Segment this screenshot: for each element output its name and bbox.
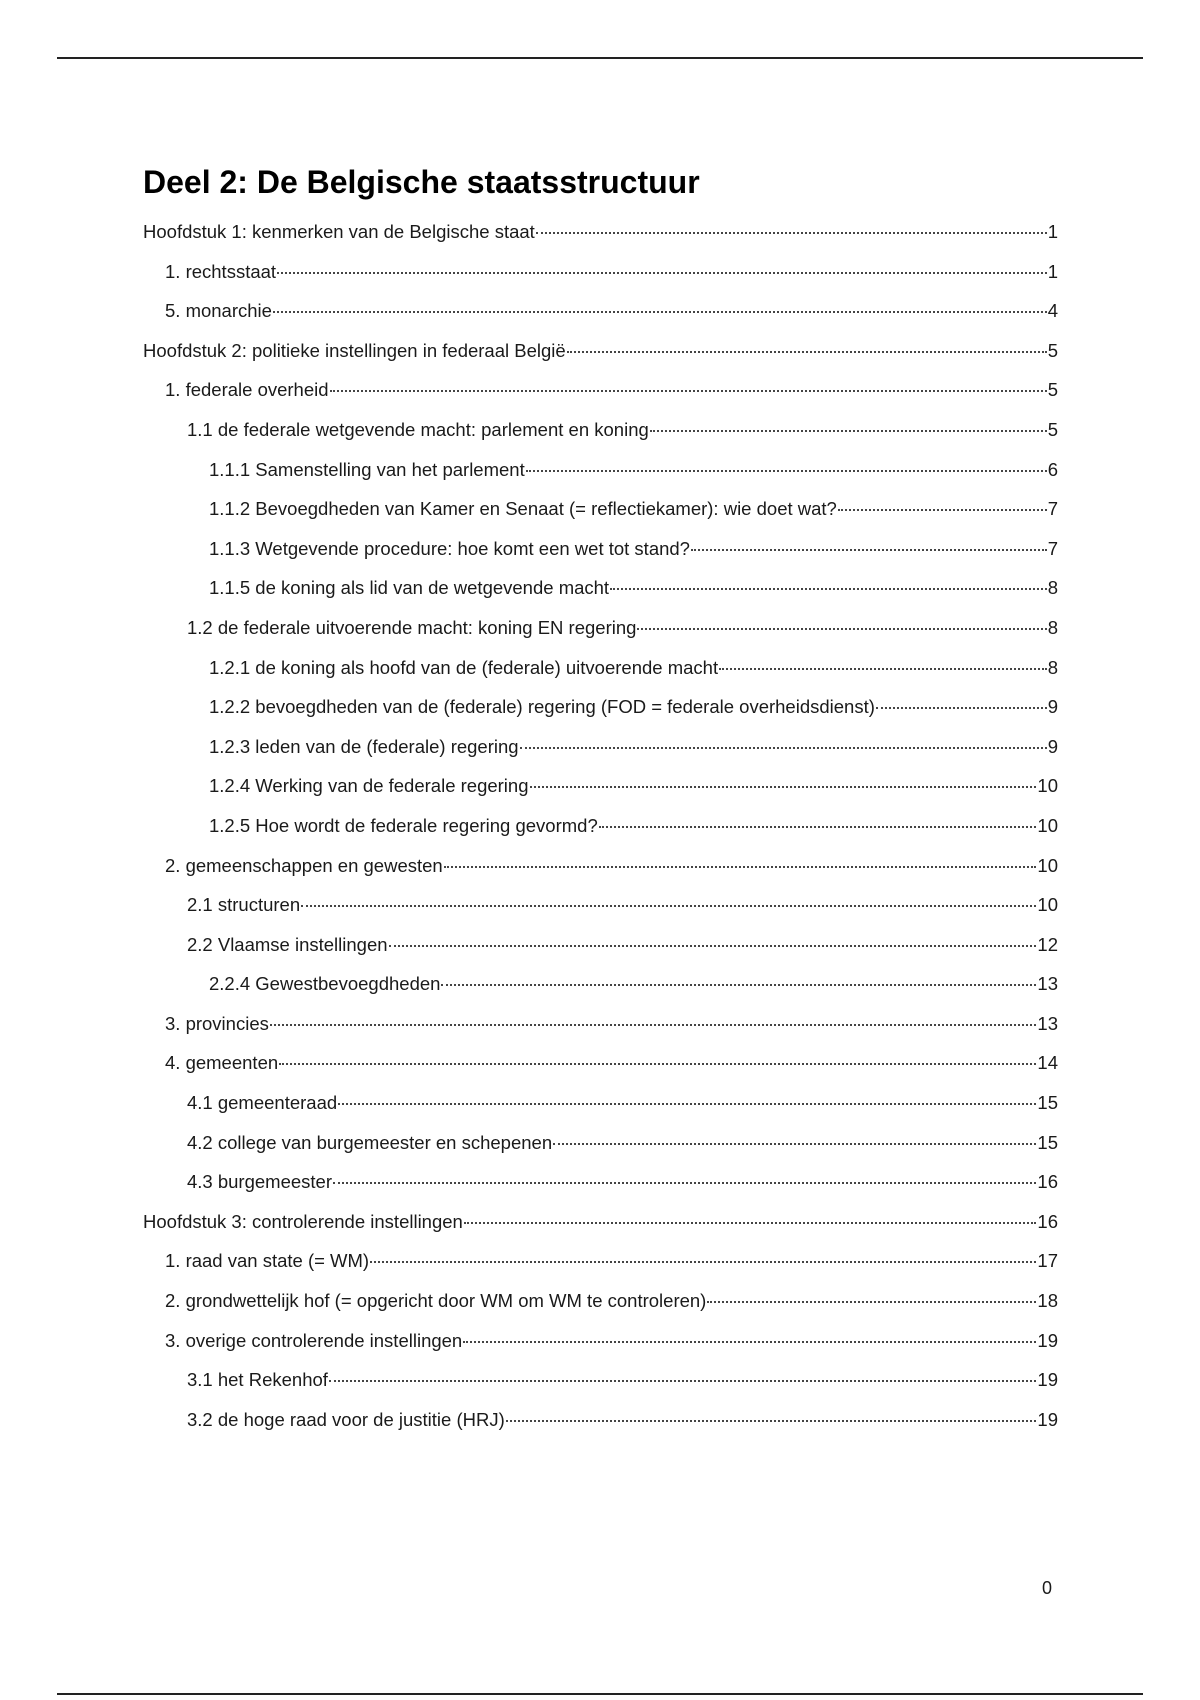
toc-dot-leader xyxy=(599,804,1037,828)
toc-entry[interactable] xyxy=(143,848,1058,888)
toc-entry-page: 17 xyxy=(1037,1250,1058,1272)
toc-entry-page: 1 xyxy=(1047,221,1058,242)
toc-entry-title: Hoofdstuk 2: politieke instellingen in federaal België xyxy=(143,339,566,361)
toc-dot-leader xyxy=(273,289,1047,313)
toc-entry-page: 19 xyxy=(1037,1369,1058,1391)
toc-entry-page: 10 xyxy=(1037,814,1058,836)
toc-entry-title: 1. raad van state (= WM) xyxy=(165,1250,370,1272)
toc-entry[interactable] xyxy=(143,1085,1058,1125)
toc-entry[interactable] xyxy=(143,768,1058,808)
toc-entry[interactable] xyxy=(143,1323,1058,1363)
toc-dot-leader xyxy=(536,210,1047,234)
toc-entry-page: 14 xyxy=(1037,1052,1058,1074)
toc-entry-page: 10 xyxy=(1037,854,1058,876)
toc-entry[interactable] xyxy=(143,966,1058,1006)
toc-dot-leader xyxy=(338,1081,1036,1105)
toc-entry-page: 5 xyxy=(1047,418,1058,440)
toc-entry-page: 7 xyxy=(1047,498,1058,520)
toc-entry[interactable] xyxy=(143,610,1058,650)
toc-entry[interactable] xyxy=(143,531,1058,571)
toc-dot-leader xyxy=(463,1319,1036,1343)
toc-entry-page: 5 xyxy=(1047,339,1058,361)
toc-entry-title: 1.2 de federale uitvoerende macht: koning EN regering xyxy=(187,616,637,638)
toc-entry[interactable] xyxy=(143,1006,1058,1046)
toc-entry-page: 10 xyxy=(1037,894,1058,916)
table-of-contents xyxy=(143,214,1058,1441)
toc-entry-page: 8 xyxy=(1047,616,1058,638)
toc-dot-leader xyxy=(389,923,1037,947)
toc-entry-title: 1.1.5 de koning als lid van de wetgevende macht xyxy=(209,577,610,599)
toc-entry[interactable] xyxy=(143,333,1058,373)
toc-entry-title: 4.1 gemeenteraad xyxy=(187,1092,338,1114)
footer-rule xyxy=(57,1693,1143,1695)
toc-entry-title: 3. overige controlerende instellingen xyxy=(165,1329,463,1351)
toc-entry[interactable] xyxy=(143,887,1058,927)
toc-entry-title: 4. gemeenten xyxy=(165,1052,279,1074)
toc-entry-title: 2.1 structuren xyxy=(187,894,301,916)
toc-entry-page: 19 xyxy=(1037,1329,1058,1351)
toc-entry-title: 3. provincies xyxy=(165,1012,269,1034)
toc-entry[interactable] xyxy=(143,570,1058,610)
toc-entry-title: 4.2 college van burgemeester en schepenen xyxy=(187,1131,553,1153)
toc-dot-leader xyxy=(530,764,1037,788)
toc-entry[interactable] xyxy=(143,808,1058,848)
toc-dot-leader xyxy=(553,1121,1036,1145)
toc-entry[interactable] xyxy=(143,1045,1058,1085)
toc-entry[interactable] xyxy=(143,1362,1058,1402)
toc-entry[interactable] xyxy=(143,1204,1058,1244)
toc-entry-page: 6 xyxy=(1047,458,1058,480)
toc-dot-leader xyxy=(610,566,1047,590)
toc-dot-leader xyxy=(567,329,1047,353)
toc-entry[interactable] xyxy=(143,491,1058,531)
toc-dot-leader xyxy=(277,250,1047,274)
toc-entry[interactable] xyxy=(143,689,1058,729)
toc-entry[interactable] xyxy=(143,1125,1058,1165)
toc-entry-title: 1.1 de federale wetgevende macht: parlement en koning xyxy=(187,418,649,440)
toc-dot-leader xyxy=(526,448,1047,472)
toc-dot-leader xyxy=(637,606,1046,630)
toc-entry-title: 1.1.3 Wetgevende procedure: hoe komt een wet tot stand? xyxy=(209,537,690,559)
toc-entry-title: Hoofdstuk 3: controlerende instellingen xyxy=(143,1210,463,1232)
toc-entry-page: 15 xyxy=(1037,1131,1058,1153)
toc-dot-leader xyxy=(876,685,1047,709)
toc-entry-page: 13 xyxy=(1037,1012,1058,1034)
toc-entry[interactable] xyxy=(143,214,1058,254)
toc-entry-page: 10 xyxy=(1037,775,1058,797)
toc-entry-title: 1.2.1 de koning als hoofd van de (federale) uitvoerende macht xyxy=(209,656,719,678)
toc-dot-leader xyxy=(506,1398,1037,1422)
toc-entry-page: 16 xyxy=(1037,1171,1058,1193)
toc-entry-title: 1.2.4 Werking van de federale regering xyxy=(209,775,529,797)
toc-entry[interactable] xyxy=(143,372,1058,412)
toc-entry-page: 15 xyxy=(1037,1092,1058,1114)
toc-entry-title: 5. monarchie xyxy=(165,300,272,322)
toc-dot-leader xyxy=(650,408,1047,432)
toc-entry-page: 9 xyxy=(1047,735,1058,757)
toc-entry-page: 7 xyxy=(1047,537,1058,559)
toc-entry[interactable] xyxy=(143,254,1058,294)
toc-entry-title: Hoofdstuk 1: kenmerken van de Belgische staat xyxy=(143,221,535,242)
toc-entry[interactable] xyxy=(143,1164,1058,1204)
toc-dot-leader xyxy=(330,368,1047,392)
toc-entry-page: 18 xyxy=(1037,1290,1058,1312)
page-number: 0 xyxy=(1042,1578,1053,1598)
toc-entry-title: 3.1 het Rekenhof xyxy=(187,1369,328,1391)
toc-entry-title: 2. gemeenschappen en gewesten xyxy=(165,854,443,876)
toc-entry-title: 1.2.2 bevoegdheden van de (federale) regering (FOD = federale overheidsdienst) xyxy=(209,696,875,718)
toc-dot-leader xyxy=(301,883,1036,907)
toc-dot-leader xyxy=(464,1200,1037,1224)
toc-entry-page: 16 xyxy=(1037,1210,1058,1232)
toc-entry[interactable] xyxy=(143,650,1058,690)
toc-dot-leader xyxy=(719,646,1047,670)
toc-dot-leader xyxy=(838,487,1047,511)
toc-entry-page: 8 xyxy=(1047,577,1058,599)
toc-dot-leader xyxy=(691,527,1047,551)
toc-entry-page: 9 xyxy=(1047,696,1058,718)
toc-entry-title: 1. rechtsstaat xyxy=(165,260,277,282)
toc-dot-leader xyxy=(707,1279,1036,1303)
toc-entry-page: 13 xyxy=(1037,973,1058,995)
toc-entry-page: 4 xyxy=(1047,300,1058,322)
toc-entry-title: 1. federale overheid xyxy=(165,379,329,401)
toc-entry[interactable] xyxy=(143,927,1058,967)
toc-entry[interactable] xyxy=(143,1243,1058,1283)
toc-entry-page: 19 xyxy=(1037,1408,1058,1430)
toc-entry-title: 3.2 de hoge raad voor de justitie (HRJ) xyxy=(187,1408,505,1430)
toc-dot-leader xyxy=(329,1358,1037,1382)
toc-dot-leader xyxy=(444,844,1037,868)
toc-entry-title: 2. grondwettelijk hof (= opgericht door WM om WM te controleren) xyxy=(165,1290,707,1312)
toc-entry[interactable] xyxy=(143,1402,1058,1442)
toc-entry-title: 1.2.3 leden van de (federale) regering xyxy=(209,735,519,757)
toc-entry-title: 1.2.5 Hoe wordt de federale regering gevormd? xyxy=(209,814,598,836)
toc-entry-page: 12 xyxy=(1037,933,1058,955)
toc-entry-title: 1.1.2 Bevoegdheden van Kamer en Senaat (= reflectiekamer): wie doet wat? xyxy=(209,498,837,520)
toc-entry-title: 4.3 burgemeester xyxy=(187,1171,333,1193)
toc-dot-leader xyxy=(370,1239,1036,1263)
toc-entry[interactable] xyxy=(143,412,1058,452)
toc-dot-leader xyxy=(270,1002,1037,1026)
header-rule xyxy=(57,57,1143,59)
toc-entry-title: 2.2.4 Gewestbevoegdheden xyxy=(209,973,441,995)
toc-entry-page: 8 xyxy=(1047,656,1058,678)
toc-entry-page: 1 xyxy=(1047,260,1058,282)
toc-entry[interactable] xyxy=(143,729,1058,769)
toc-entry[interactable] xyxy=(143,1283,1058,1323)
toc-entry[interactable] xyxy=(143,293,1058,333)
toc-dot-leader xyxy=(520,725,1047,749)
toc-entry-title: 1.1.1 Samenstelling van het parlement xyxy=(209,458,525,480)
toc-entry[interactable] xyxy=(143,452,1058,492)
toc-dot-leader xyxy=(333,1160,1036,1184)
toc-entry-page: 5 xyxy=(1047,379,1058,401)
toc-dot-leader xyxy=(279,1041,1036,1065)
document-heading: Deel 2: De Belgische staatsstructuur xyxy=(143,164,700,200)
toc-dot-leader xyxy=(441,962,1036,986)
toc-entry-title: 2.2 Vlaamse instellingen xyxy=(187,933,388,955)
